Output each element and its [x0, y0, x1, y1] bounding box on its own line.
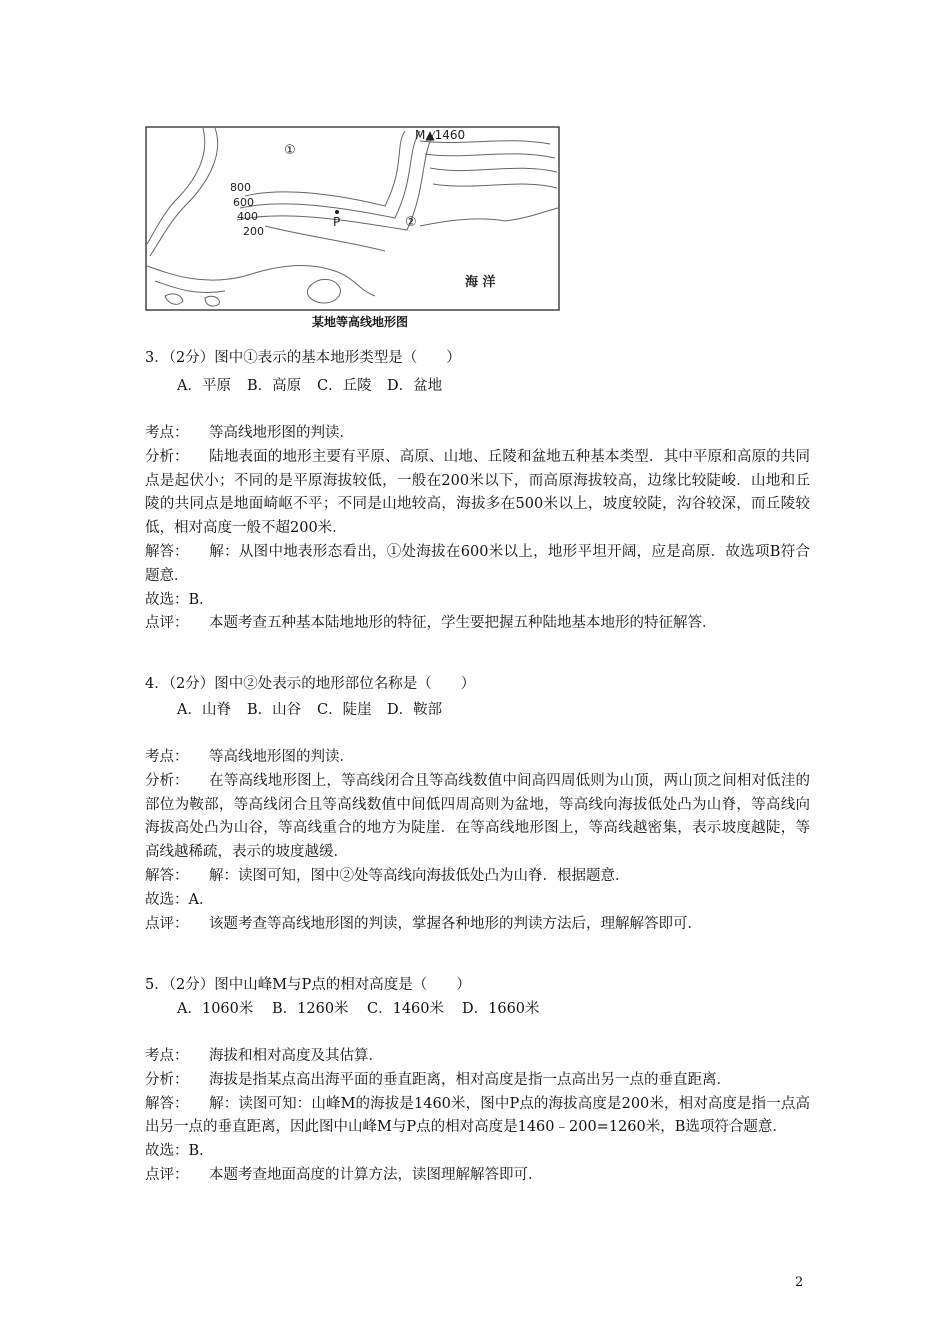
- kaodian-row: [145, 422, 810, 446]
- kaodian-label: 考点：: [145, 749, 189, 765]
- map-label-region1: ①: [284, 143, 296, 158]
- jieda-row: [145, 865, 810, 889]
- answer-row: 故选：A．: [145, 891, 214, 908]
- option-b: B．1260米: [272, 1001, 349, 1017]
- map-label-region2: ②: [405, 215, 417, 230]
- dianping-label: 点评：: [145, 1166, 189, 1183]
- jieda-row: [145, 1093, 810, 1141]
- jieda-text: 解：从图中地表形态看出，①处海拔在600米以上，地形平坦开阔，应是高原．故选项B符合题意．: [145, 543, 810, 584]
- map-caption: 某地等高线地形图: [311, 315, 408, 329]
- jieda-row: [145, 541, 810, 589]
- map-point-p: [335, 210, 339, 214]
- contour-line: [147, 128, 205, 244]
- option-b: B．山谷: [247, 702, 302, 718]
- option-d: D．盆地: [387, 378, 443, 394]
- map-label-contour-200: 200: [243, 225, 264, 238]
- jieda-label: 解答：: [145, 1095, 189, 1112]
- jieda-text: 解：读图可知，图中②处等高线向海拔低处凸为山脊．根据题意．: [209, 867, 630, 884]
- dianping-text: 本题考查地面高度的计算方法，读图理解解答即可．: [209, 1166, 543, 1183]
- kaodian-label: 考点：: [145, 425, 189, 441]
- fenxi-row: [145, 446, 810, 541]
- kaodian-text: 海拔和相对高度及其估算．: [209, 1048, 383, 1064]
- question-3-stem: 3．（2分）图中①表示的基本地形类型是（ ）: [145, 350, 461, 366]
- option-c: C．1460米: [367, 1001, 444, 1017]
- option-a: A．平原: [177, 378, 231, 394]
- map-label-contour-600: 600: [233, 196, 254, 209]
- contour-line: [433, 184, 557, 188]
- question-5-options: [177, 997, 540, 1021]
- map-label-peak: M▲1460: [415, 128, 466, 142]
- question-4-analysis: [145, 746, 810, 936]
- fenxi-text: 陆地表面的地形主要有平原、高原、山地、丘陵和盆地五种基本类型．其中平原和高原的共同点是起伏小；不同的是平原海拔较低，一般在200米以下，而高原海拔较高，边缘比较陡峻．山地和丘陵的共同点是地面崎岖不平；不同是山地较高，海拔多在500米以上，坡度较陡，沟谷较深，而丘陵较低，相对高度一般不超200米．: [145, 448, 810, 537]
- option-a: A．1060米: [177, 1001, 254, 1017]
- fenxi-label: 分析：: [145, 448, 189, 465]
- page-number: 2: [795, 1275, 804, 1290]
- coastline: [265, 226, 385, 251]
- jieda-label: 解答：: [145, 867, 189, 884]
- jieda-text: 解：读图可知：山峰M的海拔是1460米，图中P点的海拔高度是200米，相对高度是指一点高出另一点的垂直距离，因此图中山峰M与P点的相对高度是1460﹣200=1260米，B选项符合题意．: [145, 1095, 810, 1136]
- contour-line: [240, 131, 420, 218]
- kaodian-label: 考点：: [145, 1048, 189, 1064]
- coastline: [420, 208, 558, 226]
- contour-line: [245, 131, 405, 206]
- dianping-text: 该题考查等高线地形图的判读，掌握各种地形的判读方法后，理解解答即可．: [209, 915, 702, 932]
- map-label-contour-800: 800: [230, 181, 251, 194]
- map-label-ocean: 海 洋: [465, 275, 496, 290]
- fenxi-text: 海拔是指某点高出海平面的垂直距离，相对高度是指一点高出另一点的垂直距离．: [209, 1071, 731, 1088]
- answer-row: 故选：B．: [145, 1143, 214, 1160]
- island: [307, 279, 340, 303]
- question-5-stem: 5．（2分）图中山峰M与P点的相对高度是（ ）: [145, 977, 471, 993]
- option-b: B．高原: [247, 378, 302, 394]
- dianping-row: [145, 1164, 810, 1188]
- question-5-analysis: [145, 1045, 810, 1188]
- fenxi-label: 分析：: [145, 1071, 189, 1088]
- fenxi-row: [145, 1069, 810, 1093]
- option-a: A．山脊: [177, 702, 231, 718]
- island: [205, 296, 219, 306]
- kaodian-text: 等高线地形图的判读．: [209, 749, 354, 765]
- answer-row: 故选：B．: [145, 591, 214, 608]
- map-label-p: P: [333, 215, 341, 229]
- fenxi-label: 分析：: [145, 772, 189, 789]
- dianping-label: 点评：: [145, 615, 189, 632]
- kaodian-row: [145, 746, 810, 770]
- dianping-row: [145, 913, 810, 937]
- kaodian-row: [145, 1045, 810, 1069]
- option-c: C．丘陵: [317, 378, 372, 394]
- dianping-text: 本题考查五种基本陆地地形的特征，学生要把握五种陆地基本地形的特征解答．: [209, 615, 717, 632]
- fenxi-row: [145, 770, 810, 865]
- contour-map: [145, 126, 560, 311]
- jieda-label: 解答：: [145, 543, 189, 560]
- dianping-row: [145, 612, 810, 636]
- option-d: D．1660米: [462, 1001, 540, 1017]
- dianping-label: 点评：: [145, 915, 189, 932]
- question-4-stem: 4．（2分）图中②处表示的地形部位名称是（ ）: [145, 676, 476, 692]
- option-c: C．陡崖: [317, 702, 372, 718]
- fenxi-text: 在等高线地形图上，等高线闭合且等高线数值中间高四周低则为山顶，两山顶之间相对低洼的部位为鞍部，等高线闭合且等高线数值中间低四周高则为盆地，等高线向海拔低处凸为山脊，等高线向海拔高处凸为山谷，等高线重合的地方为陡崖．在等高线地形图上，等高线越密集，表示坡度越陡，等高线越稀疏，表示的坡度越缓．: [145, 772, 810, 861]
- contour-line: [425, 154, 555, 158]
- kaodian-text: 等高线地形图的判读．: [209, 425, 354, 441]
- option-d: D．鞍部: [387, 702, 443, 718]
- contour-line: [430, 168, 557, 172]
- question-4-options: [177, 698, 442, 722]
- question-3-analysis: [145, 422, 810, 636]
- map-label-contour-400: 400: [237, 210, 258, 223]
- island: [165, 294, 183, 304]
- coastline: [155, 281, 225, 293]
- question-3-options: [177, 374, 442, 398]
